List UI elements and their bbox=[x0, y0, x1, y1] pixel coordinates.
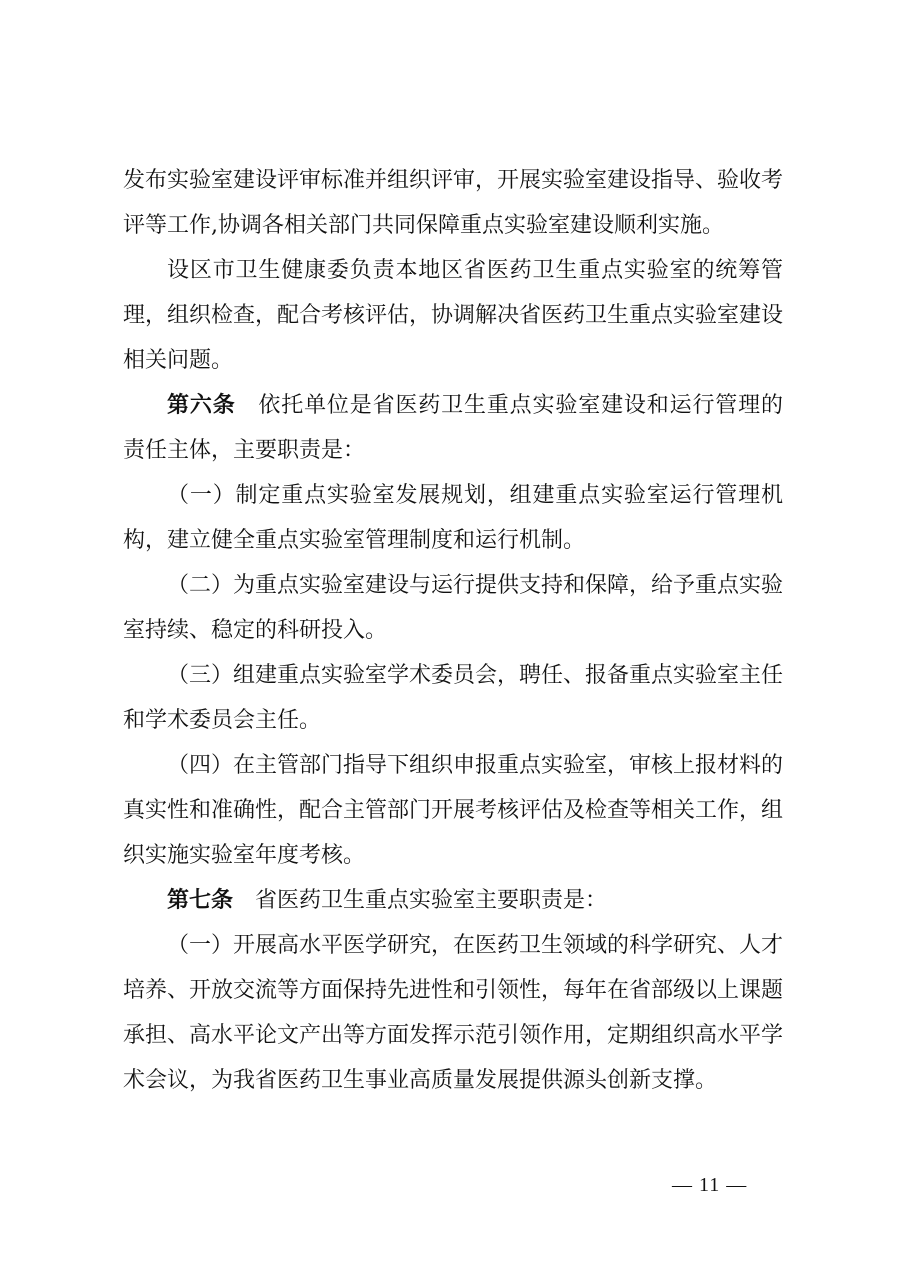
list-item: （一）开展高水平医学研究，在医药卫生领域的科学研究、人才培养、开放交流等方面保持先进性和引领性，每年在省部级以上课题承担、高水平论文产出等方面发挥示范引领作用，定期组织高水平学术会议，为我省医药卫生事业高质量发展提供源头创新支撑。 bbox=[123, 933, 784, 1093]
document-body bbox=[123, 158, 783, 1103]
article-7-heading: 第七条 bbox=[167, 888, 234, 913]
paragraph: 设区市卫生健康委负责本地区省医药卫生重点实验室的统筹管理，组织检查，配合考核评估，协调解决省医药卫生重点实验室建设相关问题。 bbox=[123, 258, 784, 373]
list-item: （二）为重点实验室建设与运行提供支持和保障，给予重点实验室持续、稳定的科研投入。 bbox=[123, 573, 784, 643]
page-number: — 11 — bbox=[672, 1174, 748, 1196]
list-item: （四）在主管部门指导下组织申报重点实验室，审核上报材料的真实性和准确性，配合主管部门开展考核评估及检查等相关工作，组织实施实验室年度考核。 bbox=[123, 753, 784, 868]
article-6 bbox=[123, 383, 783, 473]
list-item: （一）制定重点实验室发展规划，组建重点实验室运行管理机构，建立健全重点实验室管理制度和运行机制。 bbox=[123, 483, 783, 553]
article-7 bbox=[123, 878, 783, 923]
article-6-heading: 第六条 bbox=[167, 393, 236, 418]
article-7-text: 省医药卫生重点实验室主要职责是： bbox=[233, 888, 608, 913]
paragraph: 发布实验室建设评审标准并组织评审，开展实验室建设指导、验收考评等工作,协调各相关部门共同保障重点实验室建设顺利实施。 bbox=[123, 168, 784, 238]
list-item: （三）组建重点实验室学术委员会，聘任、报备重点实验室主任和学术委员会主任。 bbox=[123, 663, 784, 733]
article-6-text: 依托单位是省医药卫生重点实验室建设和运行管理的责任主体，主要职责是： bbox=[123, 393, 783, 463]
